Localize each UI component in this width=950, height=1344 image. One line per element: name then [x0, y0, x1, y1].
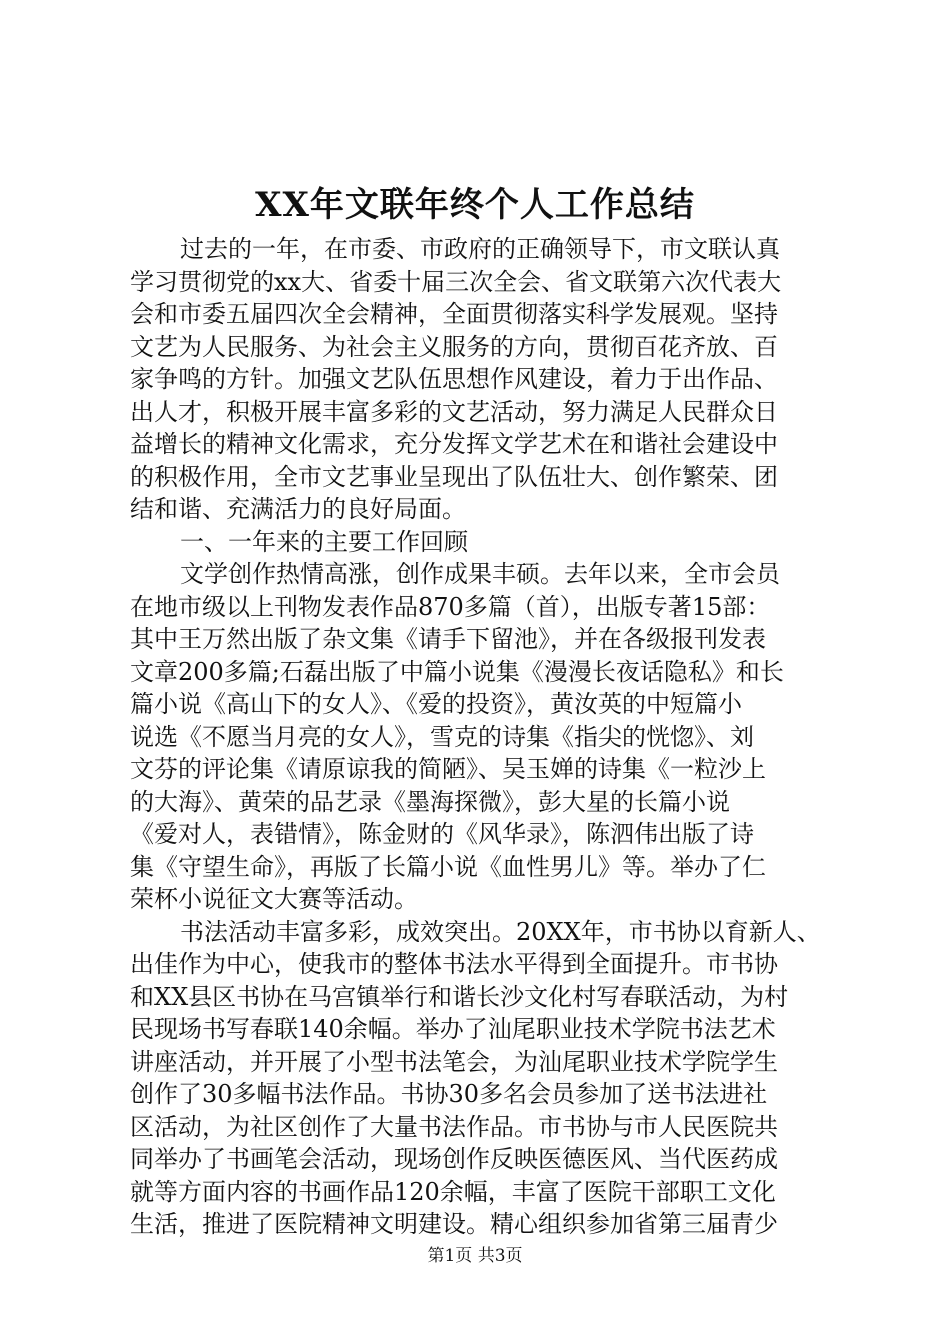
paragraph-line: 文芬的评论集《请原谅我的简陋》、吴玉婵的诗集《一粒沙上 [130, 755, 766, 783]
paragraph-line: 过去的一年，在市委、市政府的正确领导下，市文联认真 [180, 235, 780, 263]
paragraph-line: 在地市级以上刊物发表作品870多篇（首），出版专著15部： [130, 592, 771, 621]
paragraph-line: 出人才，积极开展丰富多彩的文艺活动，努力满足人民群众日 [130, 397, 778, 426]
paragraph-line: 益增长的精神文化需求，充分发挥文学艺术在和谐社会建设中 [130, 430, 778, 458]
paragraph-line: 集《守望生命》，再版了长篇小说《血性男儿》等。举办了仁 [130, 852, 766, 881]
paragraph-line: 家争鸣的方针。加强文艺队伍思想作风建设，着力于出作品、 [130, 365, 778, 393]
paragraph-line: 荣杯小说征文大赛等活动。 [130, 885, 418, 913]
section-heading: 一、一年来的主要工作回顾 [180, 527, 468, 556]
paragraph-line: 区活动，为社区创作了大量书法作品。市书协与市人民医院共 [130, 1112, 778, 1141]
document-body [130, 233, 830, 1241]
paragraph-line: 和XX县区书协在马宫镇举行和谐长沙文化村写春联活动，为村 [130, 982, 789, 1011]
paragraph-line: 文艺为人民服务、为社会主义服务的方向，贯彻百花齐放、百 [130, 332, 778, 361]
paragraph-line: 出佳作为中心，使我市的整体书法水平得到全面提升。市书协 [130, 950, 778, 978]
paragraph-line: 创作了30多幅书法作品。书协30多名会员参加了送书法进社 [130, 1080, 768, 1108]
paragraph-line: 书法活动丰富多彩，成效突出。20XX年，市书协以育新人、 [180, 917, 821, 946]
paragraph-line: 讲座活动，并开展了小型书法笔会，为汕尾职业技术学院学生 [130, 1047, 778, 1076]
paragraph-line: 民现场书写春联140余幅。举办了汕尾职业技术学院书法艺术 [130, 1015, 776, 1043]
paragraph-line: 生活，推进了医院精神文明建设。精心组织参加省第三届青少 [130, 1210, 778, 1238]
paragraph-line: 其中王万然出版了杂文集《请手下留池》，并在各级报刊发表 [130, 625, 766, 653]
paragraph-line: 说选《不愿当月亮的女人》，雪克的诗集《指尖的恍惚》、刘 [130, 722, 754, 751]
page-number-footer: 第1页 共3页 [427, 1246, 523, 1266]
paragraph-line: 同举办了书画笔会活动，现场创作反映医德医风、当代医药成 [130, 1145, 778, 1173]
paragraph-line: 就等方面内容的书画作品120余幅，丰富了医院干部职工文化 [130, 1177, 776, 1206]
paragraph-line: 文学创作热情高涨，创作成果丰硕。去年以来，全市会员 [180, 560, 780, 588]
paragraph-line: 《爱对人，表错情》，陈金财的《风华录》，陈泗伟出版了诗 [130, 820, 754, 848]
paragraph-line: 文章200多篇;石磊出版了中篇小说集《漫漫长夜话隐私》和长 [130, 657, 784, 686]
paragraph-line: 学习贯彻党的xx大、省委十届三次全会、省文联第六次代表大 [130, 267, 782, 296]
paragraph-line: 的大海》、黄荣的品艺录《墨海探微》，彭大星的长篇小说 [130, 787, 730, 816]
document-title: XX年文联年终个人工作总结 [255, 185, 695, 225]
paragraph-line: 篇小说《高山下的女人》、《爱的投资》，黄汝英的中短篇小 [130, 690, 742, 718]
paragraph-line: 结和谐、充满活力的良好局面。 [130, 495, 466, 523]
paragraph-line: 的积极作用，全市文艺事业呈现出了队伍壮大、创作繁荣、团 [130, 462, 778, 491]
paragraph-line: 会和市委五届四次全会精神，全面贯彻落实科学发展观。坚持 [130, 300, 778, 328]
